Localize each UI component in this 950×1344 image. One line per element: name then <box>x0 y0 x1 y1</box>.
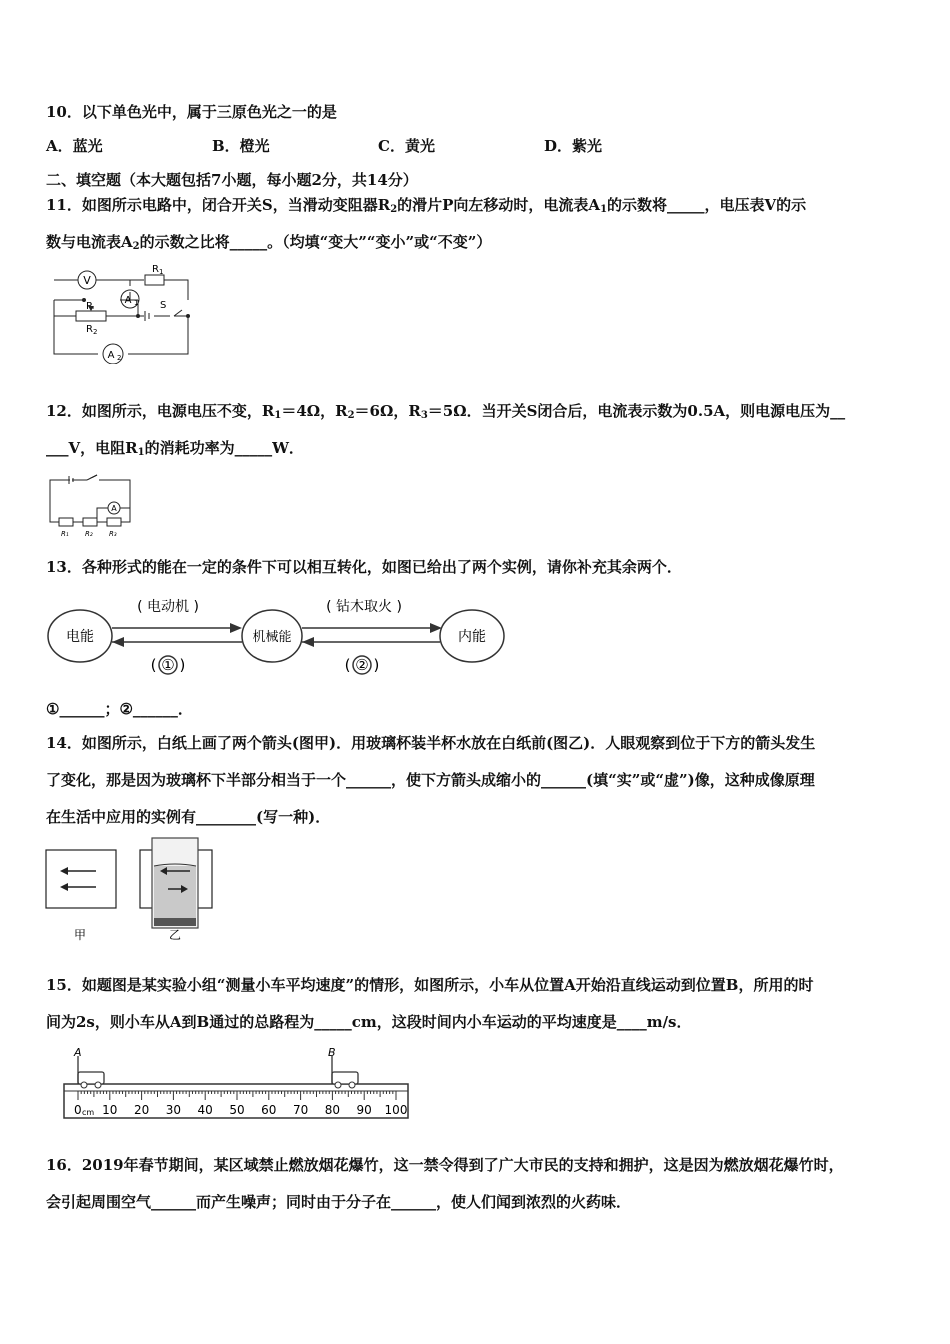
q14-arrow-figures <box>44 836 224 944</box>
q10-stem: 10．以下单色光中，属于三原色光之一的是 <box>46 103 337 121</box>
q15-line-2: 间为2s，则小车从A到B通过的总路程为_____cm，这段时间内小车运动的平均速度是____m/s． <box>46 1013 692 1031</box>
ammeter-a1-label: A <box>124 295 132 306</box>
q13-answer-blanks: ①______；②______． <box>46 700 193 718</box>
switch-s-label: S <box>160 300 167 311</box>
q14-line-2: 了变化，那是因为玻璃杯下半部分相当于一个______，使下方箭头成缩小的______(填“实”或“虚”)像，这种成像原理 <box>46 771 815 789</box>
q12-r3-label: R₃ <box>109 530 117 538</box>
q12-ammeter-label: A <box>111 504 117 513</box>
q10-option-a: A．蓝光 <box>46 137 103 155</box>
ruler-tick-label: 10 <box>102 1103 118 1117</box>
q10-option-b: B．橙光 <box>212 137 270 155</box>
caption-jia: 甲 <box>73 928 87 942</box>
r1-label: R <box>152 264 159 275</box>
r1-sub: 1 <box>159 268 164 276</box>
slider-p-label: P <box>86 301 93 312</box>
blank-label-1: ( ① ) <box>150 656 186 674</box>
q15-ruler-figure <box>60 1046 416 1122</box>
node-internal-energy: 内能 <box>458 629 486 645</box>
ammeter-a2-label: A <box>107 350 115 361</box>
q11-line-1: 11．如图所示电路中，闭合开关S，当滑动变阻器$R_2$的滑片P向左移动时，电流表$A_1$的示数将_____，电压表V的示 <box>46 196 807 215</box>
ammeter-a1-sub: 1 <box>134 299 139 307</box>
q10-option-c: C．黄光 <box>378 137 435 155</box>
ruler-unit-label: cm <box>82 1108 95 1117</box>
q12-r2-label: R₂ <box>85 530 93 538</box>
r2-label: R <box>86 324 93 335</box>
ruler-tick-label: 100 <box>384 1103 408 1117</box>
ruler-tick-label: 70 <box>292 1103 309 1117</box>
ruler-tick-label: 80 <box>324 1103 341 1117</box>
node-mechanical-energy: 机械能 <box>252 630 292 645</box>
q11-circuit-figure <box>48 262 194 364</box>
ruler-tick-label: 20 <box>133 1103 150 1117</box>
voltmeter-label: V <box>83 274 91 287</box>
section-2-title: 二、填空题（本大题包括7小题，每小题2分，共14分） <box>46 171 418 189</box>
ruler-tick-label: 90 <box>356 1103 372 1117</box>
q12-circuit-figure <box>47 474 135 540</box>
q13-stem: 13．各种形式的能在一定的条件下可以相互转化，如图已给出了两个实例，请你补充其余两个． <box>46 558 682 576</box>
caption-yi: 乙 <box>168 928 182 942</box>
q16-line-2: 会引起周围空气______而产生噪声；同时由于分子在______，使人们闻到浓烈的火药味． <box>46 1193 632 1211</box>
q12-line-2: ___V，电阻$R_1$的消耗功率为_____W． <box>46 439 304 458</box>
ruler-tick-label: 50 <box>229 1103 245 1117</box>
q15-line-1: 15．如题图是某实验小组“测量小车平均速度”的情形，如图所示，小车从位置A开始沿直线运动到位置B，所用的时 <box>46 976 814 994</box>
position-b-label: B <box>328 1046 336 1059</box>
q11-line-2: 数与电流表$A_2$的示数之比将_____。（均填“变大”“变小”或“不变”） <box>46 233 492 252</box>
q12-r1-label: R₁ <box>61 530 69 538</box>
q14-line-1: 14．如图所示，白纸上画了两个箭头(图甲)．用玻璃杯装半杯水放在白纸前(图乙)．人眼观察到位于下方的箭头发生 <box>46 734 816 752</box>
ruler-tick-label: 0 <box>74 1103 82 1117</box>
q10-option-d: D．紫光 <box>544 137 603 155</box>
ruler-tick-label: 60 <box>261 1103 277 1117</box>
r2-sub: 2 <box>93 328 98 336</box>
ruler-tick-label: 30 <box>165 1103 182 1117</box>
arrow-label-motor: ( 电动机 ) <box>137 599 199 615</box>
position-a-label: A <box>74 1046 82 1059</box>
q14-line-3: 在生活中应用的实例有________(写一种)． <box>46 808 331 826</box>
ruler-tick-label: 40 <box>197 1103 213 1117</box>
q13-energy-diagram <box>44 590 508 690</box>
q16-line-1: 16．2019年春节期间，某区域禁止燃放烟花爆竹，这一禁令得到了广大市民的支持和拥护，这是因为燃放烟花爆竹时， <box>46 1156 844 1174</box>
ammeter-a2-sub: 2 <box>117 354 122 362</box>
blank-label-2: ( ② ) <box>344 656 380 674</box>
node-electric-energy: 电能 <box>66 629 94 645</box>
arrow-label-drilling-fire: ( 钻木取火 ) <box>326 599 402 615</box>
q12-line-1: 12．如图所示，电源电压不变，$R_1=4\Omega$，$R_2=6\Omega$，$R_3=5\Omega$．当开关S闭合后，电流表示数为0.5A，则电源电压为__ <box>46 402 846 421</box>
